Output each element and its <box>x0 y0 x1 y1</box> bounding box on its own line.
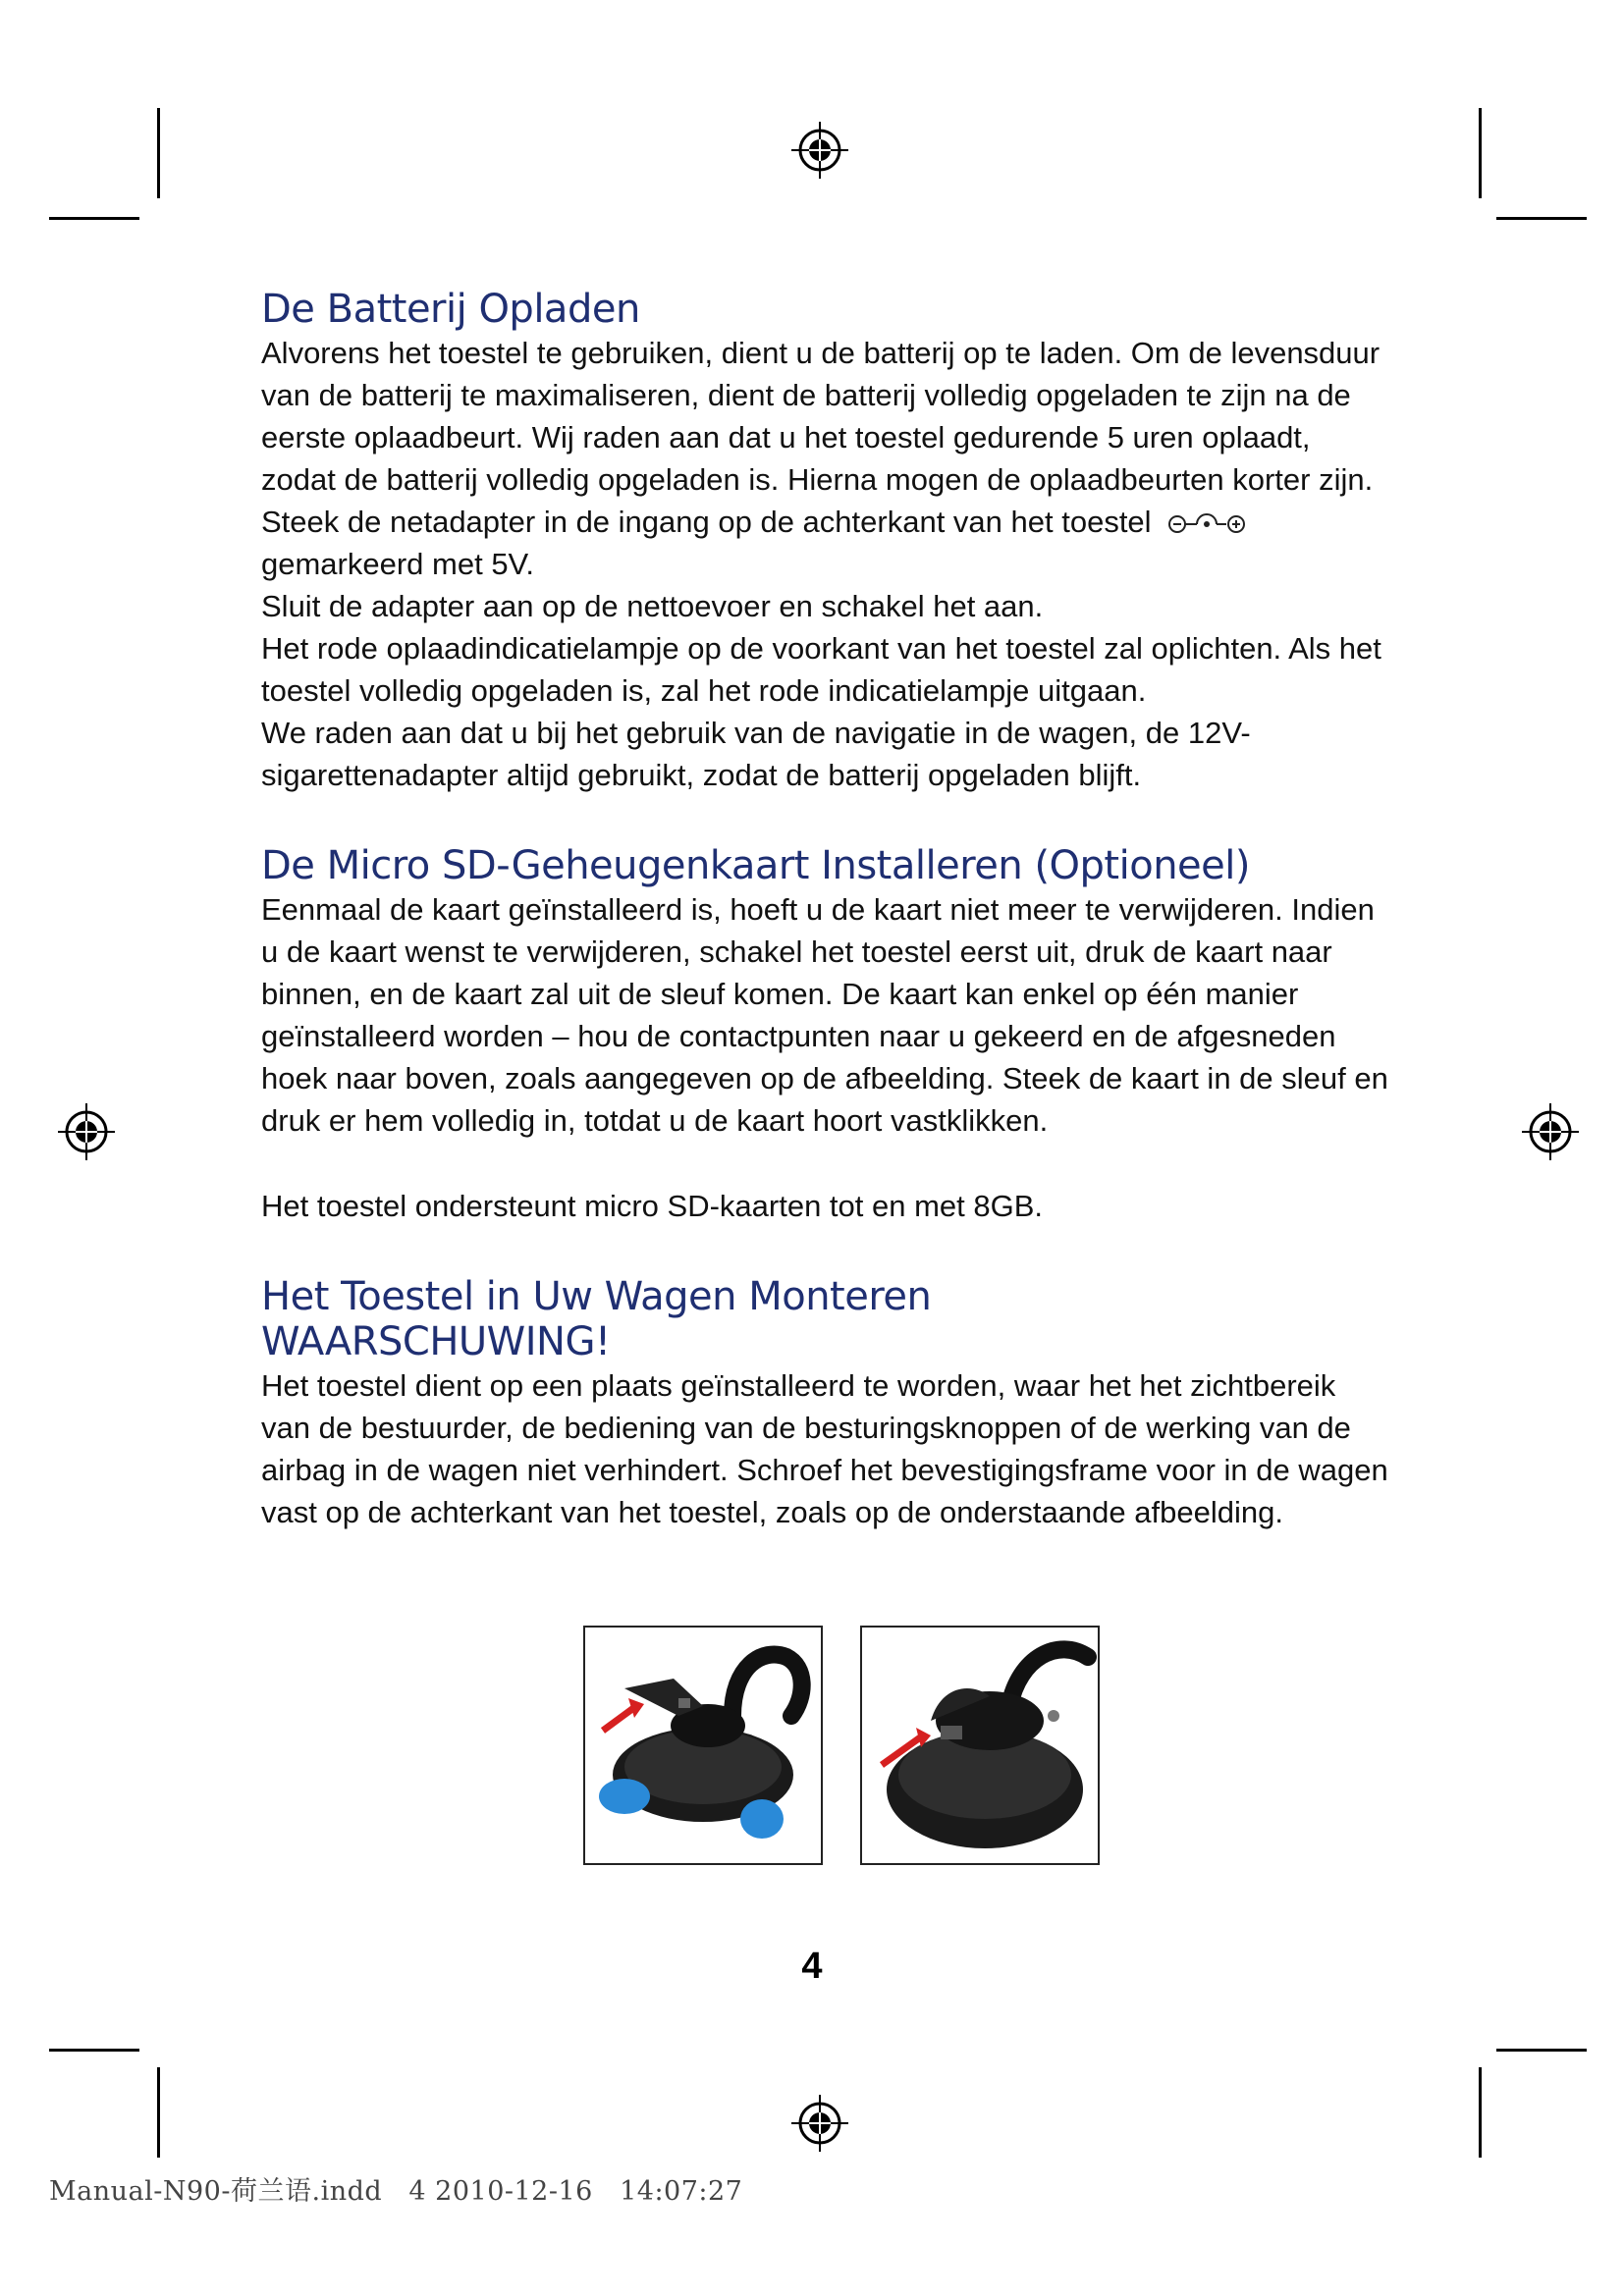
crop-mark <box>157 2067 160 2158</box>
paragraph: We raden aan dat u bij het gebruik van de navigatie in de wagen, de 12V-sigarettenadapter altijd gebruikt, zodat de batterij opgeladen blijft. <box>261 716 1251 792</box>
suction-mount-illustration <box>862 1628 1098 1863</box>
crop-mark <box>49 2049 139 2052</box>
paragraph: Eenmaal de kaart geïnstalleerd is, hoeft u de kaart niet meer te verwijderen. Indien u de kaart wenst te verwijderen, schakel het toestel eerst uit, druk de kaart naar binnen, en de kaart zal uit de sleuf komen. De kaart kan enkel op één manier geïnstalleerd worden – hou de contactpunten naar u gekeerd en de afgesneden hoek naar boven, zoals aangegeven op de afbeelding. Steek de kaart in de sleuf en druk er hem volledig in, totdat u de kaart hoort vastklikken. <box>261 892 1388 1138</box>
figure-mount-step-2 <box>860 1626 1100 1865</box>
paragraph: Het rode oplaadindicatielampje op de voorkant van het toestel zal oplichten. Als het toestel volledig opgeladen is, zal het rode indicatielampje uitgaan. <box>261 631 1381 708</box>
crop-mark <box>49 217 139 220</box>
crop-mark <box>157 108 160 198</box>
polarity-symbol-icon <box>1167 512 1246 536</box>
registration-mark-icon <box>56 1101 117 1162</box>
section-title: Het Toestel in Uw Wagen Monteren <box>261 1274 932 1319</box>
crop-mark <box>1496 2049 1587 2052</box>
registration-mark-icon <box>789 120 850 181</box>
registration-mark-icon <box>1520 1101 1581 1162</box>
paragraph: Het toestel ondersteunt micro SD-kaarten tot en met 8GB. <box>261 1189 1044 1223</box>
page-content <box>261 287 1390 1580</box>
section-mount <box>261 1274 1390 1533</box>
figure-mount-step-1 <box>583 1626 823 1865</box>
paragraph: Het toestel dient op een plaats geïnstalleerd te worden, waar het het zichtbereik van de bestuurder, de bediening van de besturingsknoppen of de werking van de airbag in de wagen niet verhindert. Schroef het bevestigingsframe voor in de wagen vast op de achterkant van het toestel, zoals op de onderstaande afbeelding. <box>261 1368 1388 1529</box>
section-title: De Micro SD-Geheugenkaart Installeren (Optioneel) <box>261 843 1250 888</box>
paragraph: Sluit de adapter aan op de nettoevoer en schakel het aan. <box>261 589 1044 623</box>
registration-mark-icon <box>789 2093 850 2154</box>
print-slug: Manual-N90-荷兰语.indd 4 2010-12-16 14:07:27 <box>49 2176 743 2207</box>
crop-mark <box>1479 108 1482 198</box>
warning-heading: WAARSCHUWING! <box>261 1319 611 1364</box>
section-sdcard <box>261 843 1390 1227</box>
crop-mark <box>1496 217 1587 220</box>
section-title: De Batterij Opladen <box>261 287 640 332</box>
paragraph-text: gemarkeerd met 5V. <box>261 547 535 581</box>
section-battery <box>261 287 1390 796</box>
mount-figures <box>583 1626 1100 1865</box>
page-number: 4 <box>801 1946 823 1987</box>
paragraph-text: Alvorens het toestel te gebruiken, dient u de batterij op te laden. Om de levensduur van de batterij te maximaliseren, dient de batterij volledig opgeladen te zijn na de eerste oplaadbeurt. Wij raden aan dat u het toestel gedurende 5 uren oplaadt, zodat de batterij volledig opgeladen is. Hierna mogen de oplaadbeurten korter zijn. Steek de netadapter in de ingang op de achterkant van het toestel <box>261 336 1380 539</box>
crop-mark <box>1479 2067 1482 2158</box>
paragraph <box>261 332 1390 585</box>
suction-mount-illustration <box>585 1628 821 1863</box>
